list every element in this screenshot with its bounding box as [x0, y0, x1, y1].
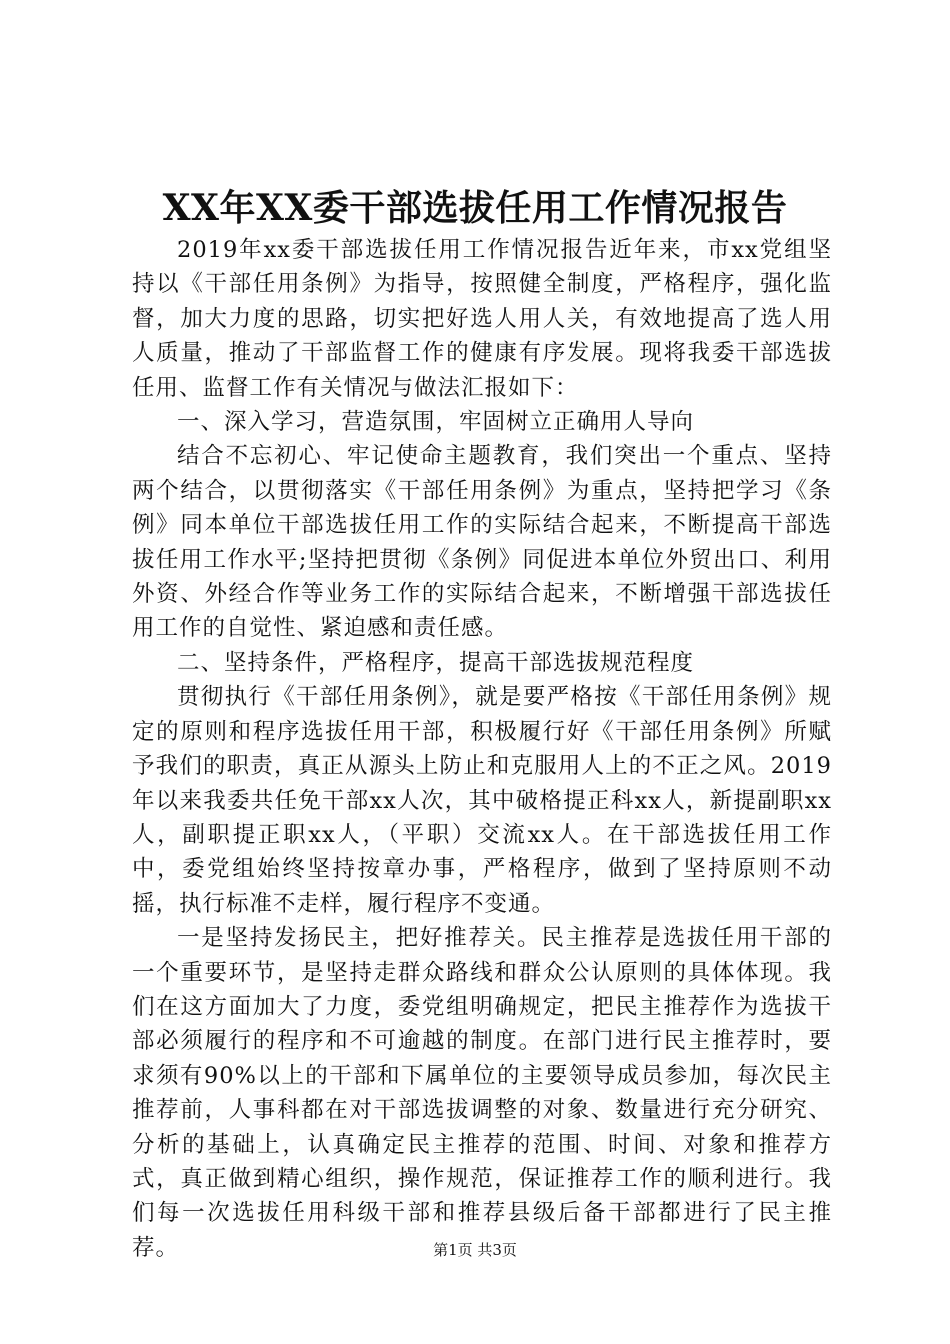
document-title: XX年XX委干部选拔任用工作情况报告: [162, 187, 788, 229]
document-body: [132, 233, 832, 1265]
paragraph-section-1: 结合不忘初心、牢记使命主题教育，我们突出一个重点、坚持两个结合，以贯彻落实《干部任用条例》为重点，坚持把学习《条例》同本单位干部选拔任用工作的实际结合起来，不断提高干部选拔任用工作水平;坚持把贯彻《条例》同促进本单位外贸出口、利用外资、外经合作等业务工作的实际结合起来，不断增强干部选拔任用工作的自觉性、紧迫感和责任感。: [132, 443, 832, 642]
section-heading-1: 一、深入学习，营造氛围，牢固树立正确用人导向: [177, 409, 695, 436]
page-number-footer: 第1页 共3页: [433, 1241, 517, 1259]
paragraph-section-2: 贯彻执行《干部任用条例》，就是要严格按《干部任用条例》规定的原则和程序选拔任用干部，积极履行好《干部任用条例》所赋予我们的职责，真正从源头上防止和克服用人上的不正之风。2019年以来我委共任免干部xx人次，其中破格提正科xx人，新提副职xx人，副职提正职xx人，（平职）交流xx人。在干部选拔任用工作中，委党组始终坚持按章办事，严格程序，做到了坚持原则不动摇，执行标准不走样，履行程序不变通。: [132, 684, 832, 917]
paragraph-democratic-recommendation: 一是坚持发扬民主，把好推荐关。民主推荐是选拔任用干部的一个重要环节，是坚持走群众路线和群众公认原则的具体体现。我们在这方面加大了力度，委党组明确规定，把民主推荐作为选拔干部必须履行的程序和不可逾越的制度。在部门进行民主推荐时，要求须有90%以上的干部和下属单位的主要领导成员参加，每次民主推荐前，人事科都在对干部选拔调整的对象、数量进行充分研究、分析的基础上，认真确定民主推荐的范围、时间、对象和推荐方式，真正做到精心组织，操作规范，保证推荐工作的顺利进行。我们每一次选拔任用科级干部和推荐县级后备干部都进行了民主推荐。: [132, 925, 832, 1261]
section-heading-2: 二、坚持条件，严格程序，提高干部选拔规范程度: [177, 649, 695, 676]
paragraph-intro: 2019年xx委干部选拔任用工作情况报告近年来，市xx党组坚持以《干部任用条例》为指导，按照健全制度，严格程序，强化监督，加大力度的思路，切实把好选人用人关，有效地提高了选人用人质量，推动了干部监督工作的健康有序发展。现将我委干部选拔任用、监督工作有关情况与做法汇报如下：: [132, 237, 832, 401]
